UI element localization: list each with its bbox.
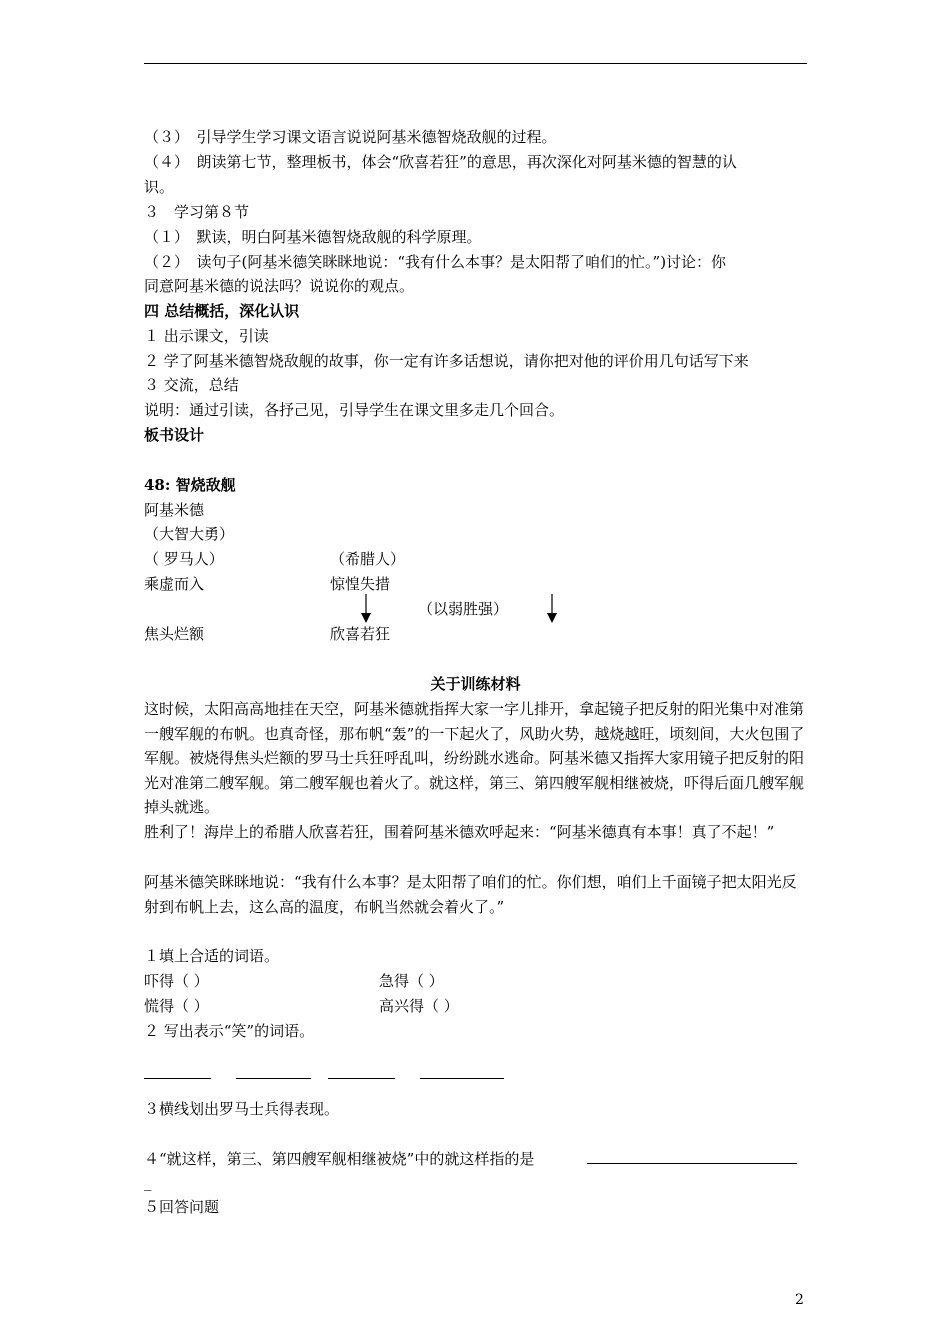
answer-line (236, 1078, 311, 1079)
exercise-1: １填上合适的词语。 (144, 947, 280, 965)
section4-item-2: ２ 学了阿基米德智烧敌舰的故事，你一定有许多话想说，请你把对他的评价用几句话写下来 (144, 352, 749, 370)
arrow-down-icon (546, 594, 558, 624)
answer-line (144, 1078, 211, 1079)
header-rule (144, 63, 807, 64)
exercise-1-blank-c: 慌得（ ） (144, 997, 209, 1015)
board-wisdom-courage: （大智大勇） (144, 525, 235, 543)
teaching-step-3: （３） 引导学生学习课文语言说说阿基米德智烧敌舰的过程。 (144, 128, 557, 146)
exercise-4-cont: _ (144, 1173, 152, 1191)
section4-item-1: １ 出示课文，引读 (144, 327, 269, 345)
section8-step-1: （１） 默读，明白阿基米德智烧敌舰的科学原理。 (144, 228, 482, 246)
material-paragraph-3: 阿基米德笑眯眯地说：“我有什么本事？是太阳帮了咱们的忙。你们想，咱们上千面镜子把太阳光反射到布帆上去，这么高的温度，布帆当然就会着火了。” (144, 873, 797, 916)
exercise-1-blank-d: 高兴得（ ） (379, 997, 459, 1015)
study-section-8: ３ 学习第８节 (144, 203, 250, 221)
exercise-5: ５回答问题 (144, 1198, 220, 1216)
board-title: 48: 智烧敌舰 (144, 476, 236, 494)
board-roman-1: 乘虚而入 (144, 575, 205, 593)
exercise-1-blank-b: 急得（ ） (379, 972, 444, 990)
exercise-2: ２ 写出表示“笑”的词语。 (144, 1022, 315, 1040)
arrow-down-icon (360, 594, 372, 624)
answer-line (328, 1078, 395, 1079)
section8-step-2: （２） 读句子(阿基米德笑眯眯地说：“我有什么本事？是太阳帮了咱们的忙。”)讨论：你 (144, 253, 727, 271)
section4-note: 说明：通过引读，各抒己见，引导学生在课文里多走几个回合。 (144, 401, 565, 419)
exercise-1-blank-a: 吓得（ ） (144, 972, 209, 990)
answer-line (420, 1078, 504, 1079)
board-archimedes: 阿基米德 (144, 501, 205, 519)
section4-item-3: ３ 交流，总结 (144, 376, 239, 394)
board-weak-beats-strong: （以弱胜强） (418, 600, 509, 618)
teaching-step-4: （４） 朗读第七节，整理板书，体会“欣喜若狂”的意思，再次深化对阿基米德的智慧的认 (144, 153, 737, 171)
material-title: 关于训练材料 (430, 675, 521, 693)
section4-heading: 四 总结概括，深化认识 (144, 302, 300, 320)
section8-step-2-cont: 同意阿基米德的说法吗？说说你的观点。 (144, 277, 415, 295)
page-number: 2 (795, 1292, 804, 1308)
board-design-heading: 板书设计 (144, 426, 205, 444)
board-romans-label: （ 罗马人） (144, 550, 224, 568)
board-roman-2: 焦头烂额 (144, 625, 205, 643)
board-greek-2: 欣喜若狂 (330, 625, 391, 643)
teaching-step-4-cont: 识。 (144, 178, 175, 196)
exercise-4: ４“就这样，第三、第四艘军舰相继被烧”中的就这样指的是 (144, 1150, 535, 1168)
board-greek-1: 惊惶失措 (330, 575, 391, 593)
material-paragraph-2: 胜利了！海岸上的希腊人欣喜若狂，围着阿基米德欢呼起来：“阿基米德真有本事！真了不起！” (144, 823, 775, 841)
answer-line (587, 1163, 797, 1164)
material-paragraph-1: 这时候，太阳高高地挂在天空，阿基米德就指挥大家一字儿排开，拿起镜子把反射的阳光集中对准第一艘军舰的布帆。也真奇怪，那布帆“轰”的一下起火了，风助火势，越烧越旺，顷刻间，大火包围了军舰。被烧得焦头烂额的罗马士兵狂呼乱叫，纷纷跳水逃命。阿基米德又指挥大家用镜子把反射的阳光对准第二艘军舰。第二艘军舰也着火了。就这样，第三、第四艘军舰相继被烧，吓得后面几艘军舰掉头就逃。 (144, 700, 805, 816)
exercise-3: ３横线划出罗马士兵得表现。 (144, 1100, 340, 1118)
board-greeks-label: （希腊人） (330, 550, 406, 568)
